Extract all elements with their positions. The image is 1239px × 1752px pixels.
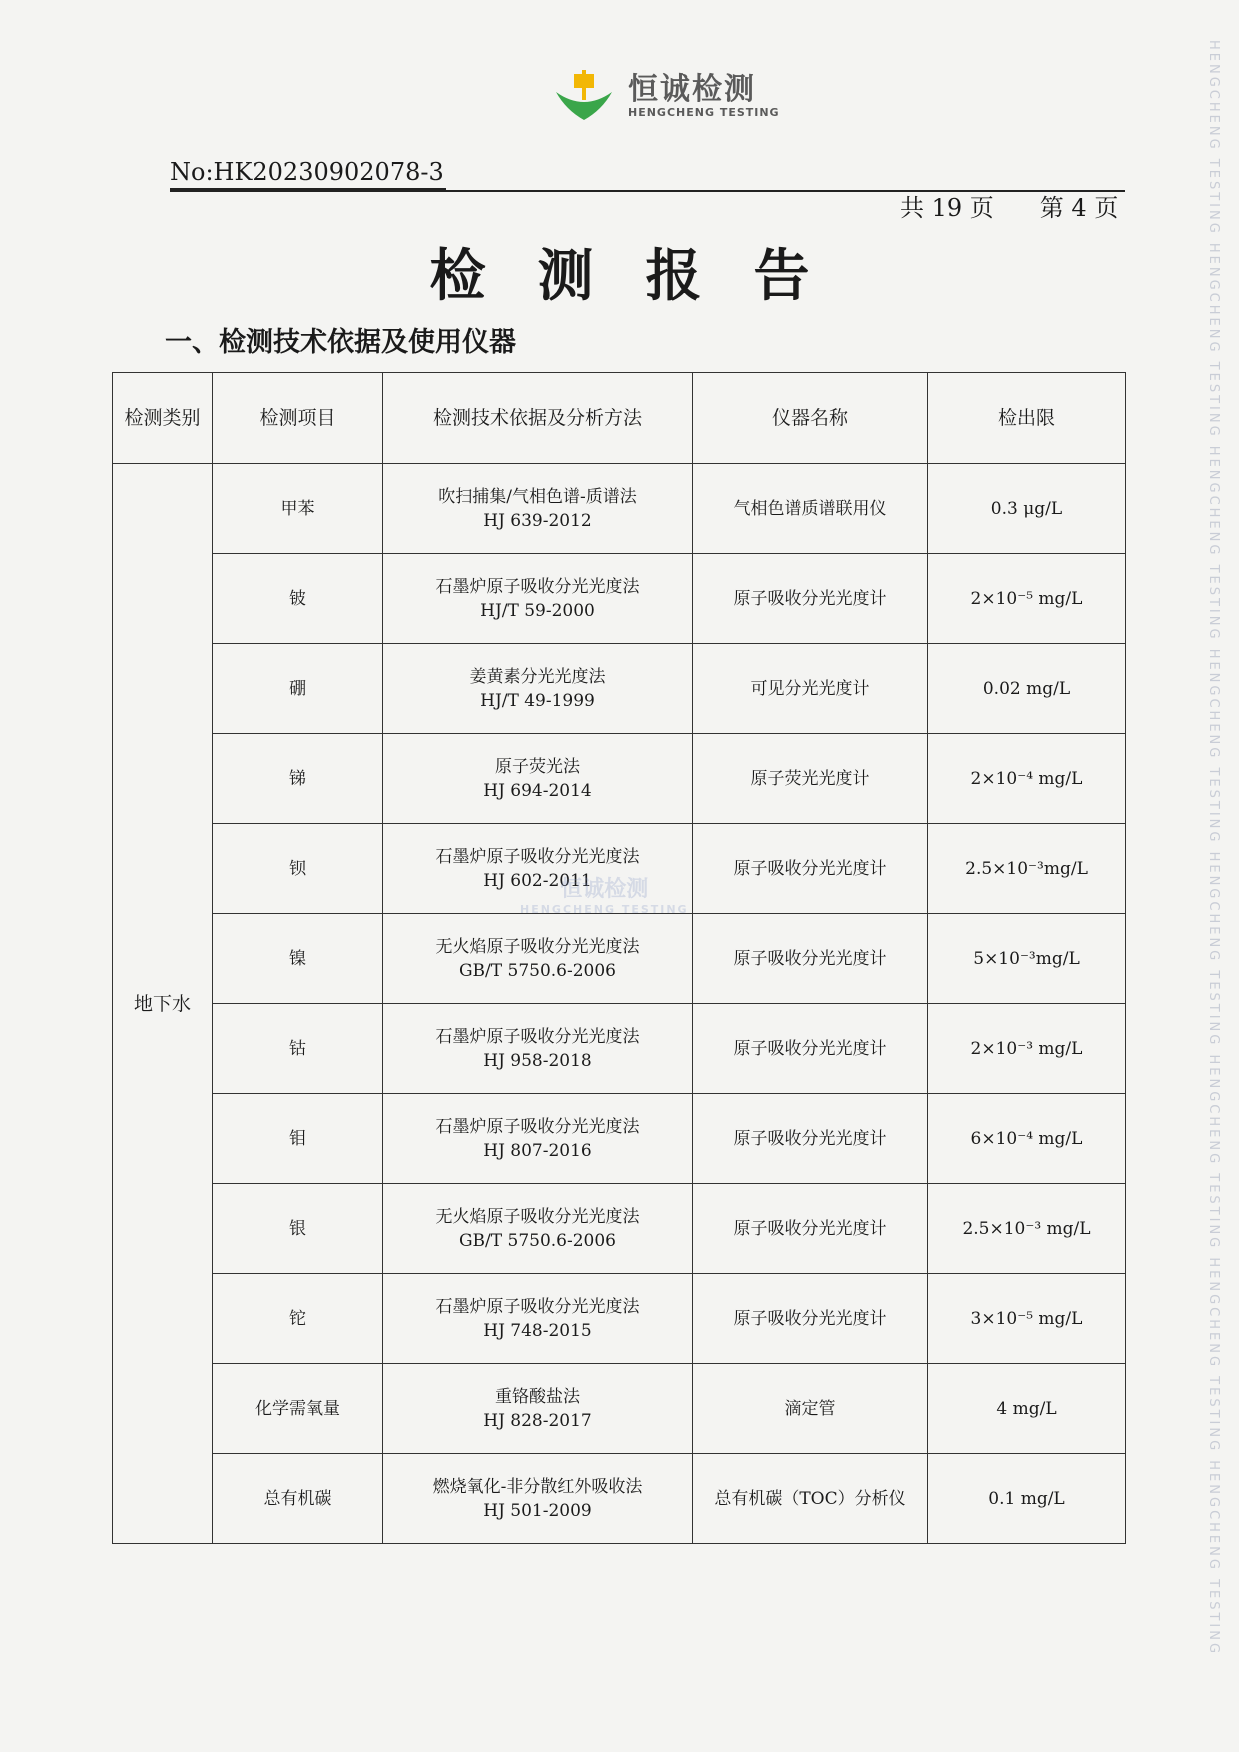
method-standard: HJ 639-2012 <box>483 510 592 531</box>
instrument-cell: 原子吸收分光光度计 <box>693 1094 928 1184</box>
method-name: 石墨炉原子吸收分光光度法 <box>435 1116 640 1137</box>
header-category: 检测类别 <box>113 373 213 464</box>
table-header-row <box>113 373 1126 464</box>
method-cell <box>383 644 693 734</box>
limit-cell: 2×10⁻⁴ mg/L <box>928 734 1126 824</box>
method-cell <box>383 554 693 644</box>
limit-cell: 0.02 mg/L <box>928 644 1126 734</box>
table-row <box>113 1274 1126 1364</box>
limit-cell: 0.1 mg/L <box>928 1454 1126 1544</box>
method-standard: HJ 807-2016 <box>483 1140 592 1161</box>
method-standard: HJ 694-2014 <box>483 780 592 801</box>
table-row <box>113 914 1126 1004</box>
table-row <box>113 1364 1126 1454</box>
method-name: 无火焰原子吸收分光光度法 <box>435 936 640 957</box>
report-number: No:HK20230902078-3 <box>170 158 446 190</box>
method-standard: HJ/T 59-2000 <box>480 600 595 621</box>
method-name: 吹扫捕集/气相色谱-质谱法 <box>438 486 637 507</box>
table-row <box>113 1004 1126 1094</box>
item-cell: 镍 <box>213 914 383 1004</box>
limit-cell: 5×10⁻³mg/L <box>928 914 1126 1004</box>
method-name: 石墨炉原子吸收分光光度法 <box>435 846 640 867</box>
item-cell: 钡 <box>213 824 383 914</box>
header-instrument: 仪器名称 <box>693 373 928 464</box>
item-cell: 银 <box>213 1184 383 1274</box>
table-row <box>113 554 1126 644</box>
method-standard: HJ 958-2018 <box>483 1050 592 1071</box>
method-name: 石墨炉原子吸收分光光度法 <box>435 576 640 597</box>
document-title: 检测报告 <box>429 243 862 309</box>
instrument-cell: 滴定管 <box>693 1364 928 1454</box>
instrument-cell: 原子吸收分光光度计 <box>693 1274 928 1364</box>
method-name: 原子荧光法 <box>495 756 580 777</box>
limit-cell: 2×10⁻⁵ mg/L <box>928 554 1126 644</box>
method-cell <box>383 1184 693 1274</box>
header-method: 检测技术依据及分析方法 <box>383 373 693 464</box>
method-standard: GB/T 5750.6-2006 <box>458 1230 617 1251</box>
method-standard: HJ 602-2011 <box>483 870 592 891</box>
instrument-cell: 原子荧光光度计 <box>693 734 928 824</box>
item-cell: 钴 <box>213 1004 383 1094</box>
category-cell: 地下水 <box>113 464 213 1544</box>
method-cell <box>383 914 693 1004</box>
limit-cell: 6×10⁻⁴ mg/L <box>928 1094 1126 1184</box>
header-limit: 检出限 <box>928 373 1126 464</box>
instrument-cell: 原子吸收分光光度计 <box>693 554 928 644</box>
company-logo <box>552 70 780 122</box>
instrument-cell: 原子吸收分光光度计 <box>693 914 928 1004</box>
limit-cell: 2×10⁻³ mg/L <box>928 1004 1126 1094</box>
method-standard: HJ/T 49-1999 <box>480 690 595 711</box>
table-row <box>113 464 1126 554</box>
instrument-cell: 可见分光光度计 <box>693 644 928 734</box>
method-cell <box>383 824 693 914</box>
instrument-cell: 原子吸收分光光度计 <box>693 824 928 914</box>
instrument-cell: 气相色谱质谱联用仪 <box>693 464 928 554</box>
page-number: 第 4 页 <box>1039 194 1119 222</box>
method-standard: HJ 828-2017 <box>483 1410 592 1431</box>
method-name: 无火焰原子吸收分光光度法 <box>435 1206 640 1227</box>
item-cell: 铍 <box>213 554 383 644</box>
center-watermark-cn: 恒诚检测 <box>560 877 649 902</box>
item-cell: 化学需氧量 <box>213 1364 383 1454</box>
method-instrument-table <box>112 372 1126 1544</box>
table-row <box>113 734 1126 824</box>
item-cell: 铊 <box>213 1274 383 1364</box>
table-row <box>113 824 1126 914</box>
method-cell <box>383 1364 693 1454</box>
method-cell <box>383 464 693 554</box>
instrument-cell: 总有机碳（TOC）分析仪 <box>693 1454 928 1544</box>
method-standard: HJ 748-2015 <box>483 1320 592 1341</box>
logo-mark-icon <box>552 70 616 122</box>
limit-cell: 4 mg/L <box>928 1364 1126 1454</box>
method-cell <box>383 1094 693 1184</box>
method-name: 石墨炉原子吸收分光光度法 <box>435 1026 640 1047</box>
method-cell <box>383 1454 693 1544</box>
instrument-cell: 原子吸收分光光度计 <box>693 1004 928 1094</box>
table-row <box>113 1454 1126 1544</box>
method-cell <box>383 734 693 824</box>
table-row <box>113 1184 1126 1274</box>
method-name: 燃烧氧化-非分散红外吸收法 <box>432 1476 643 1497</box>
method-name: 石墨炉原子吸收分光光度法 <box>435 1296 640 1317</box>
table-row <box>113 644 1126 734</box>
limit-cell: 0.3 μg/L <box>928 464 1126 554</box>
method-cell <box>383 1004 693 1094</box>
logo-name-cn: 恒诚检测 <box>628 71 756 107</box>
item-cell: 总有机碳 <box>213 1454 383 1544</box>
section-heading: 一、检测技术依据及使用仪器 <box>165 327 516 358</box>
center-watermark-en: HENGCHENG TESTING <box>520 903 689 916</box>
method-standard: HJ 501-2009 <box>483 1500 592 1521</box>
item-cell: 硼 <box>213 644 383 734</box>
logo-name-en: HENGCHENG TESTING <box>628 105 780 119</box>
limit-cell: 2.5×10⁻³ mg/L <box>928 1184 1126 1274</box>
item-cell: 锑 <box>213 734 383 824</box>
method-standard: GB/T 5750.6-2006 <box>458 960 617 981</box>
header-item: 检测项目 <box>213 373 383 464</box>
side-watermark: HENGCHENG TESTING HENGCHENG TESTING HENGCHENG TESTING HENGCHENG TESTING HENGCHENG TESTING HENGCHENG TESTING HENGCHENG TESTING HENGCHENG TESTING <box>1206 40 1221 1657</box>
total-pages: 共 19 页 <box>900 194 994 222</box>
page-counter <box>900 188 1118 223</box>
item-cell: 钼 <box>213 1094 383 1184</box>
item-cell: 甲苯 <box>213 464 383 554</box>
limit-cell: 3×10⁻⁵ mg/L <box>928 1274 1126 1364</box>
limit-cell: 2.5×10⁻³mg/L <box>928 824 1126 914</box>
method-name: 重铬酸盐法 <box>495 1386 580 1407</box>
table-row <box>113 1094 1126 1184</box>
instrument-cell: 原子吸收分光光度计 <box>693 1184 928 1274</box>
method-name: 姜黄素分光光度法 <box>469 666 606 687</box>
method-cell <box>383 1274 693 1364</box>
